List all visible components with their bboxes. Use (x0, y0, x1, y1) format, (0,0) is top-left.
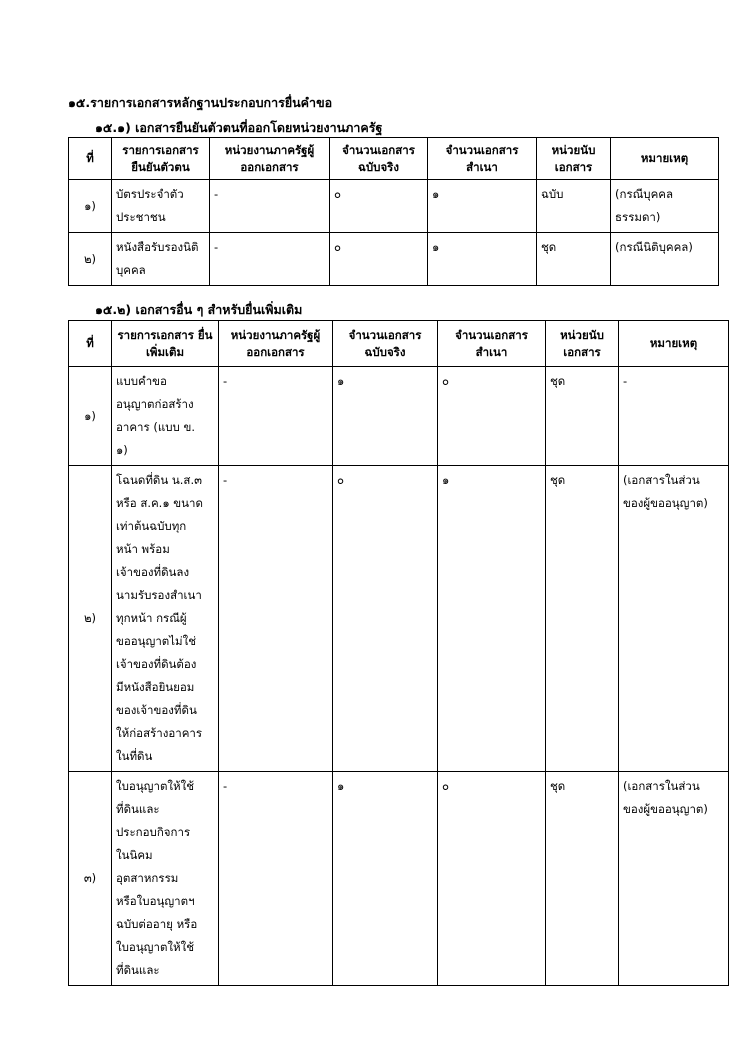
remarks: (เอกสารในส่วน ของผู้ขออนุญาต) (619, 772, 729, 986)
table-row (69, 180, 719, 233)
copy-count: ๑ (428, 233, 537, 286)
row-number: ๑) (69, 367, 112, 466)
issuer: - (219, 772, 333, 986)
col-header-copies: จำนวนเอกสาร สำเนา (438, 321, 546, 367)
original-count: ๐ (330, 180, 428, 233)
col-header-no: ที่ (69, 138, 112, 180)
table-row (69, 466, 729, 772)
row-number: ๑) (69, 180, 112, 233)
original-count: ๑ (333, 367, 438, 466)
col-header-no: ที่ (69, 321, 112, 367)
issuer: - (219, 466, 333, 772)
table-row (69, 367, 729, 466)
document-name: หนังสือรับรองนิติ บุคคล (112, 233, 210, 286)
copy-count: ๐ (438, 367, 546, 466)
col-header-document: รายการเอกสาร ยืนยันตัวตน (112, 138, 210, 180)
unit: ชุด (537, 233, 611, 286)
copy-count: ๑ (438, 466, 546, 772)
col-header-remarks: หมายเหตุ (619, 321, 729, 367)
col-header-issuer: หน่วยงานภาครัฐผู้ ออกเอกสาร (210, 138, 330, 180)
original-count: ๐ (330, 233, 428, 286)
document-name: ใบอนุญาตให้ใช้ ที่ดินและ ประกอบกิจการ ในนิคม อุตสาหกรรม หรือใบอนุญาตฯ ฉบับต่ออายุ หรือ ใบอนุญาตให้ใช้ ที่ดินและ (112, 772, 219, 986)
document-name: บัตรประจำตัว ประชาชน (112, 180, 210, 233)
col-header-document: รายการเอกสาร ยื่นเพิ่มเติม (112, 321, 219, 367)
copy-count: ๐ (438, 772, 546, 986)
issuer: - (219, 367, 333, 466)
document-name: แบบคำขอ อนุญาตก่อสร้าง อาคาร (แบบ ข. ๑) (112, 367, 219, 466)
subsection-1-title: ๑๕.๑) เอกสารยืนยันตัวตนที่ออกโดยหน่วยงานภาครัฐ (95, 120, 383, 135)
table-row (69, 772, 729, 986)
table-header-row (69, 321, 729, 367)
row-number: ๒) (69, 233, 112, 286)
unit: ฉบับ (537, 180, 611, 233)
issuer: - (210, 180, 330, 233)
remarks: - (619, 367, 729, 466)
col-header-unit: หน่วยนับ เอกสาร (537, 138, 611, 180)
row-number: ๒) (69, 466, 112, 772)
identity-documents-table (68, 137, 719, 286)
unit: ชุด (546, 772, 619, 986)
remarks: (กรณีนิติบุคคล) (611, 233, 719, 286)
row-number: ๓) (69, 772, 112, 986)
table-row (69, 233, 719, 286)
table-header-row (69, 138, 719, 180)
additional-documents-table (68, 320, 729, 986)
unit: ชุด (546, 367, 619, 466)
original-count: ๐ (333, 466, 438, 772)
col-header-originals: จำนวนเอกสาร ฉบับจริง (330, 138, 428, 180)
original-count: ๑ (333, 772, 438, 986)
unit: ชุด (546, 466, 619, 772)
col-header-unit: หน่วยนับ เอกสาร (546, 321, 619, 367)
col-header-remarks: หมายเหตุ (611, 138, 719, 180)
remarks: (เอกสารในส่วน ของผู้ขออนุญาต) (619, 466, 729, 772)
remarks: (กรณีบุคคล ธรรมดา) (611, 180, 719, 233)
section-heading: ๑๕.รายการเอกสารหลักฐานประกอบการยื่นคำขอ (68, 95, 333, 110)
col-header-copies: จำนวนเอกสาร สำเนา (428, 138, 537, 180)
document-name: โฉนดที่ดิน น.ส.๓ หรือ ส.ค.๑ ขนาด เท่าต้นฉบับทุก หน้า พร้อม เจ้าของที่ดินลง นามรับรองสำเนา ทุกหน้า กรณีผู้ ขออนุญาตไม่ใช่ เจ้าของที่ดินต้อง มีหนังสือยินยอม ของเจ้าของที่ดิน ให้ก่อสร้างอาคาร ในที่ดิน (112, 466, 219, 772)
copy-count: ๑ (428, 180, 537, 233)
issuer: - (210, 233, 330, 286)
subsection-2-title: ๑๕.๒) เอกสารอื่น ๆ สำหรับยื่นเพิ่มเติม (95, 302, 303, 317)
col-header-originals: จำนวนเอกสาร ฉบับจริง (333, 321, 438, 367)
col-header-issuer: หน่วยงานภาครัฐผู้ ออกเอกสาร (219, 321, 333, 367)
